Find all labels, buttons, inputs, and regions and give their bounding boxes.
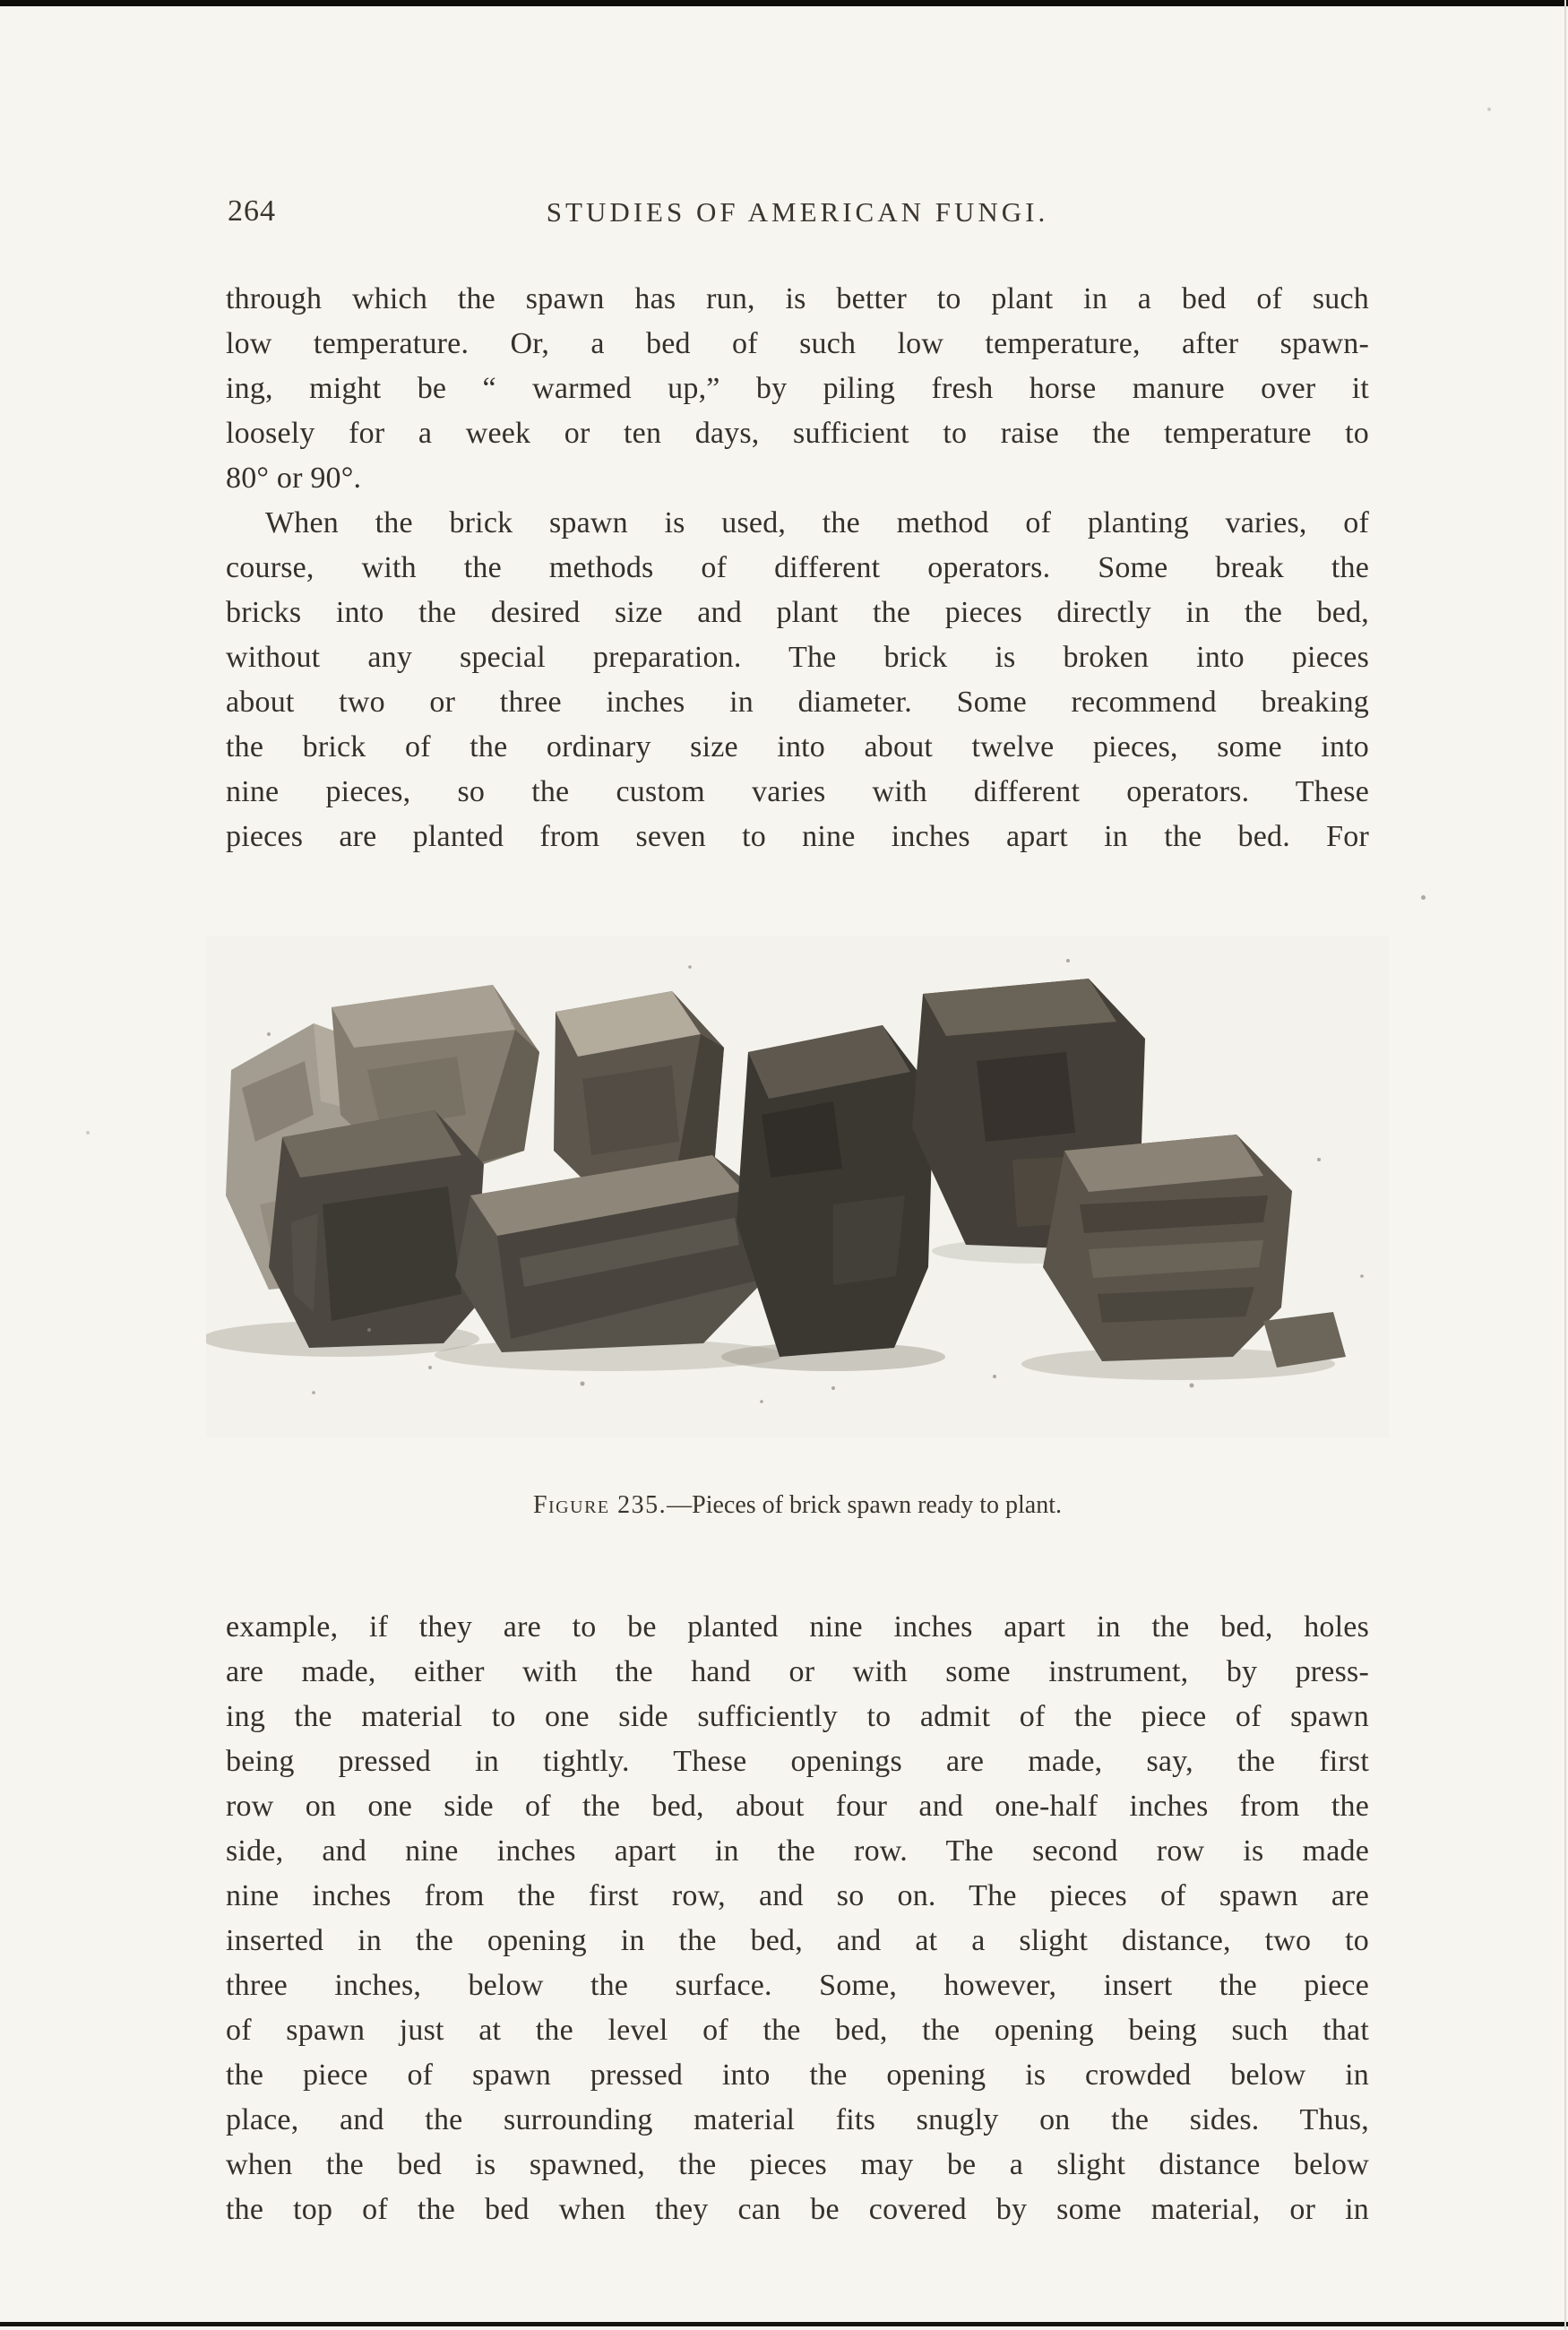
text-line: through which the spawn has run, is better to plant in a bed of such xyxy=(226,282,1369,315)
figure-caption-text: —Pieces of brick spawn ready to plant. xyxy=(667,1491,1063,1519)
scan-edge-top xyxy=(0,0,1568,6)
figure-caption-label: Figure 235. xyxy=(532,1491,668,1519)
text-line: nine pieces, so the custom varies with different operators. These xyxy=(226,775,1369,808)
paragraph-brick-spawn xyxy=(226,501,1369,859)
text-line: example, if they are to be planted nine inches apart in the bed, holes xyxy=(226,1610,1369,1644)
text-line: pieces are planted from seven to nine inches apart in the bed. For xyxy=(226,820,1369,853)
text-line: the piece of spawn pressed into the opening is crowded below in xyxy=(226,2058,1369,2092)
text-line: low temperature. Or, a bed of such low temperature, after spawn- xyxy=(226,327,1369,360)
scan-streak xyxy=(1564,0,1566,2330)
scan-edge-bottom xyxy=(0,2322,1568,2326)
page-content xyxy=(226,193,1369,2232)
text-line: are made, either with the hand or with some instrument, by press- xyxy=(226,1655,1369,1688)
scan-speck xyxy=(1487,108,1491,111)
paragraph-planting-detail xyxy=(226,1605,1369,2232)
text-line: about two or three inches in diameter. Some recommend breaking xyxy=(226,686,1369,719)
figure-caption xyxy=(226,1491,1369,1520)
page-number: 264 xyxy=(228,194,276,228)
text-line: 80° or 90°. xyxy=(226,462,362,495)
text-line: inserted in the opening in the bed, and at a slight distance, two to xyxy=(226,1924,1369,1957)
text-line: loosely for a week or ten days, sufficient to raise the temperature to xyxy=(226,417,1369,450)
text-line: place, and the surrounding material fits snugly on the sides. Thus, xyxy=(226,2103,1369,2136)
brick-chunk xyxy=(269,1110,484,1348)
text-line: when the bed is spawned, the pieces may be a slight distance below xyxy=(226,2148,1369,2181)
text-line: bricks into the desired size and plant the pieces directly in the bed, xyxy=(226,596,1369,629)
text-line: the brick of the ordinary size into about twelve pieces, some into xyxy=(226,730,1369,764)
text-line: being pressed in tightly. These openings are made, say, the first xyxy=(226,1745,1369,1778)
text-line: of spawn just at the level of the bed, the opening being such that xyxy=(226,2014,1369,2047)
text-line: three inches, below the surface. Some, however, insert the piece xyxy=(226,1969,1369,2002)
brick-chunk xyxy=(737,1025,934,1357)
paragraph-continuation xyxy=(226,277,1369,501)
text-line: row on one side of the bed, about four and one-half inches from the xyxy=(226,1790,1369,1823)
scan-speck xyxy=(1421,895,1426,900)
page-header xyxy=(226,193,1369,236)
running-title: STUDIES OF AMERICAN FUNGI. xyxy=(546,196,1049,228)
text-line: without any special preparation. The brick is broken into pieces xyxy=(226,641,1369,674)
text-line: ing, might be “ warmed up,” by piling fresh horse manure over it xyxy=(226,372,1369,405)
figure-image xyxy=(206,936,1389,1437)
text-line: course, with the methods of different operators. Some break the xyxy=(226,551,1369,584)
text-line: When the brick spawn is used, the method of planting varies, of xyxy=(265,506,1369,539)
text-line: nine inches from the first row, and so on. The pieces of spawn are xyxy=(226,1879,1369,1912)
text-line: the top of the bed when they can be covered by some material, or in xyxy=(226,2193,1369,2226)
text-line: ing the material to one side sufficiently to admit of the piece of spawn xyxy=(226,1700,1369,1733)
text-line: side, and nine inches apart in the row. The second row is made xyxy=(226,1834,1369,1868)
figure-block xyxy=(226,936,1369,1520)
scan-speck xyxy=(86,1131,90,1135)
